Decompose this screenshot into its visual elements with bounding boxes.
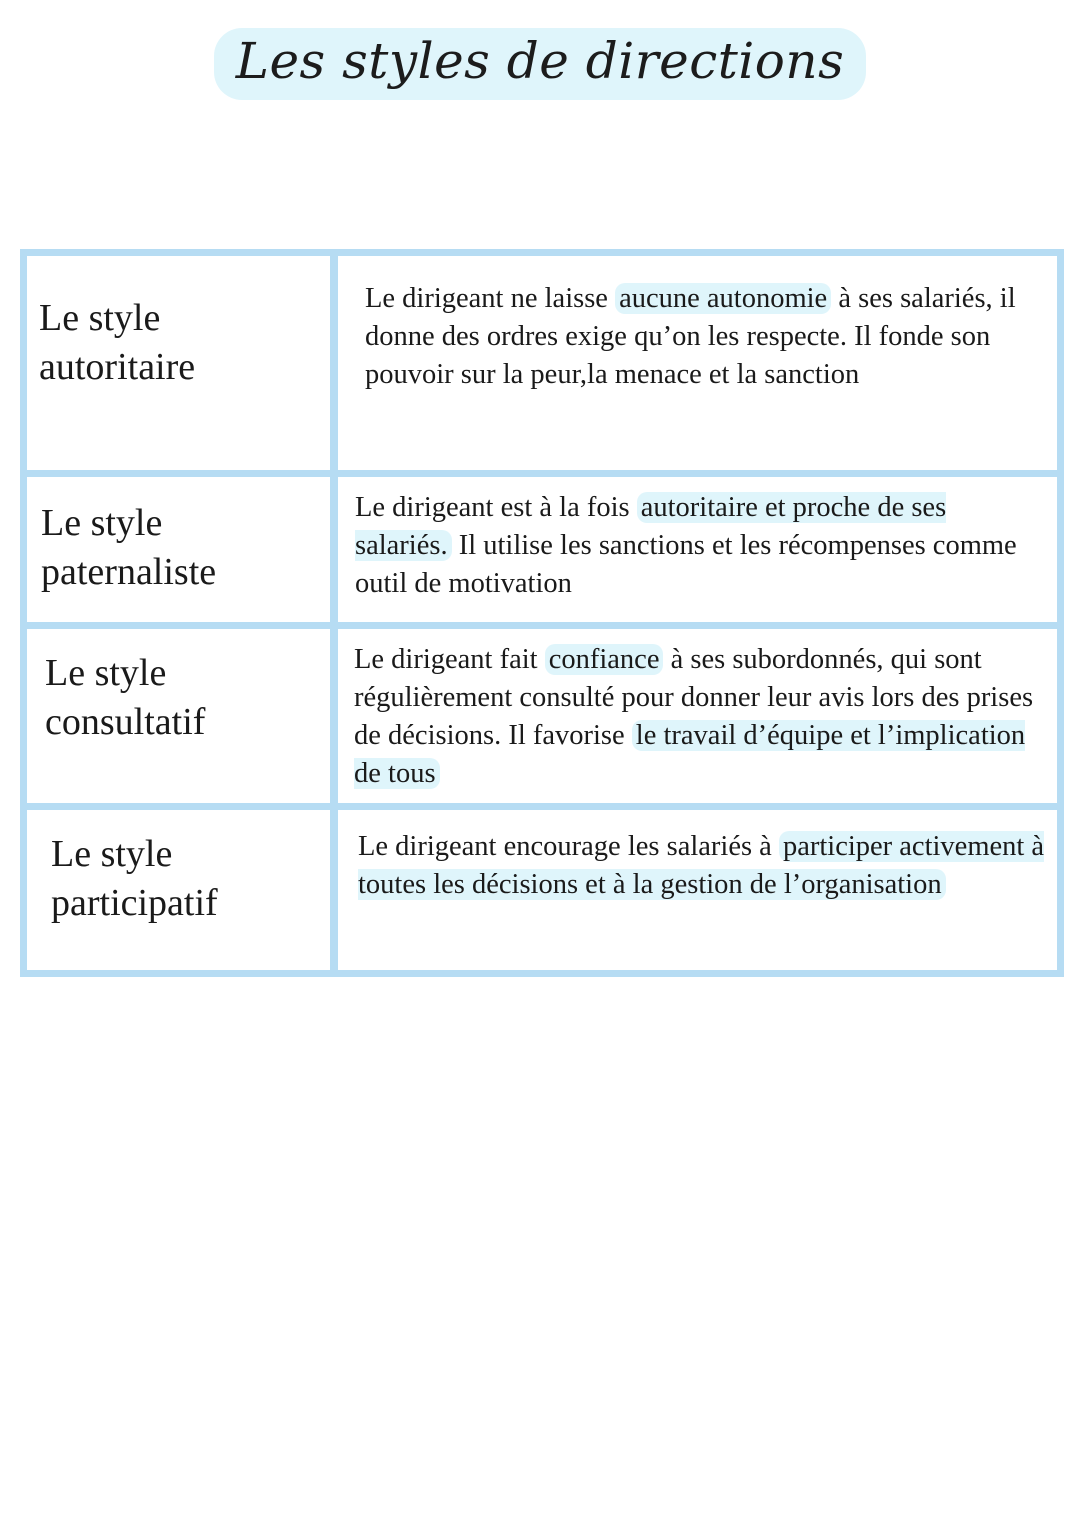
row-divider — [27, 470, 1057, 477]
row-label-line2: participatif — [51, 882, 218, 924]
row-label-line1: Le style — [39, 297, 161, 339]
row-label-line1: Le style — [41, 502, 163, 544]
row-label — [39, 294, 195, 392]
table-row — [27, 629, 1057, 803]
description-text: Le dirigeant fait — [354, 644, 545, 675]
title-wrap — [0, 28, 1080, 100]
row-label-line2: autoritaire — [39, 346, 196, 388]
highlighted-text: confiance — [545, 644, 664, 675]
table-row — [27, 477, 1057, 622]
row-label — [41, 499, 216, 597]
row-label — [51, 830, 218, 928]
row-label-line2: consultatif — [45, 701, 206, 743]
row-divider — [27, 803, 1057, 810]
row-description — [365, 280, 1055, 394]
table-row — [27, 256, 1057, 470]
row-label-line1: Le style — [51, 833, 173, 875]
highlighted-text: autoritaire et proche de ses salariés. — [355, 492, 947, 561]
description-text: Le dirigeant encourage les salariés à — [358, 831, 779, 862]
row-description — [355, 489, 1045, 603]
description-text: Le dirigeant est à la fois — [355, 492, 637, 523]
row-description — [354, 641, 1044, 793]
table-row — [27, 810, 1057, 970]
description-text: Il utilise les sanctions et les récompenses comme outil de motivation — [355, 530, 1017, 599]
description-text: à ses salariés, il donne des ordres exige qu’on les respecte. Il fonde son pouvoir sur la peur,la menace et la sanction — [365, 283, 1016, 390]
highlighted-text: le travail d’équipe et l’implication de tous — [354, 720, 1026, 789]
styles-table — [20, 249, 1064, 977]
row-label-line1: Le style — [45, 652, 167, 694]
description-text: à ses subordonnés, qui sont régulièrement consulté pour donner leur avis lors des prises de décisions. Il favorise — [354, 644, 1034, 751]
row-label-line2: paternaliste — [41, 551, 217, 593]
row-description — [358, 828, 1048, 904]
highlighted-text: participer activement à toutes les décisions et à la gestion de l’organisation — [358, 831, 1045, 900]
highlighted-text: aucune autonomie — [615, 283, 831, 314]
row-label — [45, 649, 205, 747]
row-divider — [27, 622, 1057, 629]
description-text: Le dirigeant ne laisse — [365, 283, 616, 314]
page-title: Les styles de directions — [214, 28, 867, 100]
